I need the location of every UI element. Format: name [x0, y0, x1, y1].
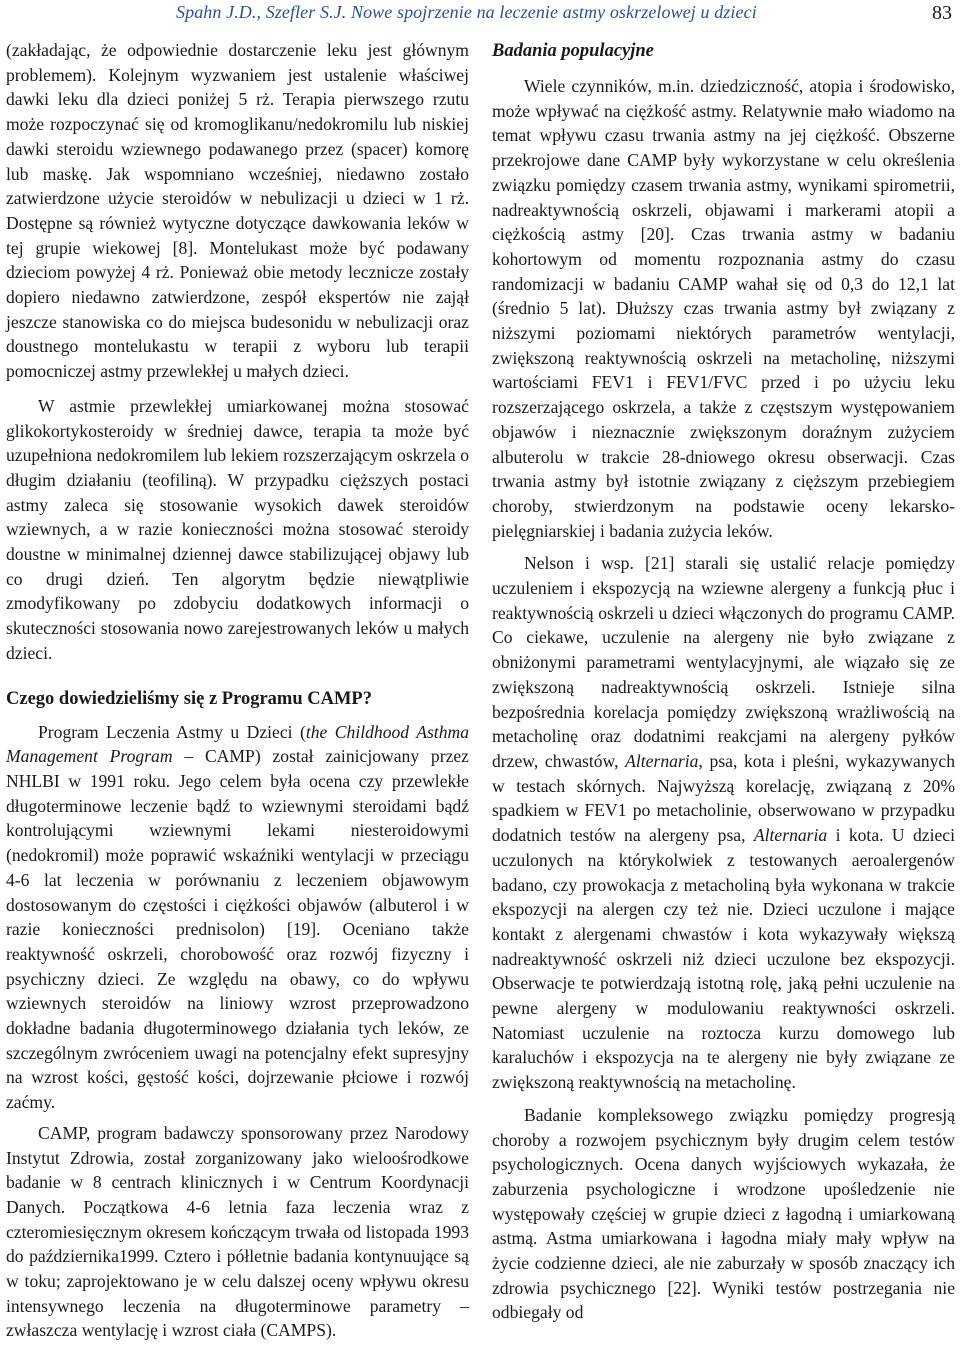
italic-text: Alternaria: [625, 750, 699, 771]
paragraph: CAMP, program badawczy sponsorowany przez Narodowy Instytut Zdrowia, został zorganizowany jako wieloośrodkowe badanie w 8 centrach klinicznych i w Centrum Koordynacji Danych. Początkowa 4-6 letnia faza leczenia wraz z czteromiesięcznym okresem kończącym trwała od listopada 1993 do października1999. Cztero i półletnie badania kontynuujące są w toku; zaprojektowano je w celu dalszej oceny wpływu okresu intensywnego leczenia na długoterminowe parametry – zwłaszcza wentylację i wzrost ciała (CAMPS).: [6, 1122, 469, 1341]
section-title: Czego dowiedzieliśmy się z Programu CAMP?: [6, 688, 372, 709]
text-span: – CAMP) został zainicjowany przez NHLBI w 1991 roku. Jego celem była ocena czy przewlekłe długoterminowe leczenie bądź to wziewnymi steroidami bądź kontrolującymi wziewnymi lekami niesteroidowymi (nedokromil) może poprawić wskaźniki wentylacji w przeciągu 4-6 lat leczenia w porównaniu z leczeniem objawowym dostosowanym do częstości i ciężkości objawów (albuterol i w razie konieczności prednisolon) [19]. Oceniano także reaktywność oskrzeli, chorobowość oraz rozwój fizyczny i psychiczny dzieci. Ze względu na obawy, co do wpływu wziewnych steroidów na liniowy wzrost przeprowadzono dokładne badania długoterminowego działania tych leków, ze szczególnym zwróceniem uwagi na potencjalny efekt supresyjny na wzrost kości, gęstość kości, dojrzewanie płciowe i rozwój zaćmy.: [6, 746, 469, 1113]
paragraph: Badanie kompleksowego związku pomiędzy progresją choroby a rozwojem psychicznym były drugim celem testów psychologicznych. Ocena danych wyjściowych wykazała, że zaburzenia psychologiczne i wrodzone upośledzenie nie występowały częściej w grupie dzieci z łagodną i umiarkowaną astmą. Astma umiarkowana i łagodna miały mały wpływ na życie codzienne dzieci, ale nie zaburzały w sposób znaczący ich zdrowia psychicznego [22]. Wyniki testów postrzegania nie odbiegały od: [492, 1104, 955, 1323]
italic-text: the Childhood Asthma Management Program: [6, 721, 469, 767]
running-header: [0, 0, 960, 30]
paragraph: (zakładając, że odpowiednie dostarczenie leku jest głównym problemem). Kolejnym wyzwaniem jest ustalenie właściwej dawki leku dla dzieci poniżej 5 rż. Terapia pierwszego rzutu może rozpoczynać się od kromoglikanu/nedokromilu lub niskiej dawki steroidu wziewnego podawanego przez (spacer) komorę lub maskę. Jak wspomniano wcześniej, niedawno zostało zatwierdzone użycie steroidów w nebulizacji u dzieci w 1 rż. Dostępne są również wytyczne dotyczące dawkowania leków w tej grupie wiekowej [8]. Montelukast może być podawany dzieciom powyżej 4 rż. Ponieważ obie metody lecznicze zostały dopiero niedawno zatwierdzone, zespół ekspertów nie zajął jeszcze stanowiska co do miejsca budesonidu w nebulizacji oraz doustnego montelukastu w terapii z wyboru lub terapii pomocniczej astmy przewlekłej u małych dzieci.: [6, 40, 469, 382]
italic-text: Alternaria: [753, 825, 828, 846]
page-number: 83: [932, 2, 952, 24]
paragraph: W astmie przewlekłej umiarkowanej można stosować glikokortykosteroidy w średniej dawce, terapia ta może być uzupełniona nedokromilem lub lekiem rozszerzającym oskrzela o długim działaniu (teofiliną). W przypadku cięższych postaci astmy zaleca się stosowanie wysokich dawek steroidów wziewnych, a w razie konieczności można stosować steroidy doustne w minimalnej dziennej dawce stabilizującej objawy lub co drugi dzień. Ten algorytm będzie niewątpliwie zmodyfikowany po zdobyciu dodatkowych informacji o skuteczności stosowania nowo zarejestrowanych leków u małych dzieci.: [6, 395, 469, 663]
section-title: Badania populacyjne: [492, 41, 654, 61]
text-span: , psa, kota i pleśni, wykazywanych w testach skórnych. Najwyższą korelację, związaną z 20% spadkiem w FEV1 po metacholinie, obserwowano w przypadku dodatnich testów na alergeny psa,: [492, 750, 955, 846]
paragraph: [6, 720, 469, 1115]
header-citation: Spahn J.D., Szefler S.J. Nowe spojrzenie na leczenie astmy oskrzelowej u dzieci: [176, 2, 757, 22]
paragraph: [492, 551, 955, 1094]
paragraph: Wiele czynników, m.in. dziedziczność, atopia i środowisko, może wpływać na ciężkość astmy. Relatywnie mało wiadomo na temat wpływu czasu trwania astmy na jej ciężkość. Obszerne przekrojowe dane CAMP były wykorzystane w celu określenia związku pomiędzy czasem trwania astmy, wynikami spirometrii, nadreaktywnością oskrzeli, objawami i markerami atopii a ciężkością astmy [20]. Czas trwania astmy w badaniu kohortowym od momentu rozpoznania astmy do czasu randomizacji w badaniu CAMP wahał się od 0,3 do 12,1 lat (średnio 5 lat). Dłuższy czas trwania astmy był związany z niższymi poziomami niektórych parametrów wentylacji, zwiększoną reaktywnością oskrzeli na metacholinę, niższymi wartościami FEV1 i FEV1/FVC przed i po użyciu leku rozszerzającego oskrzela, a także z częstszym występowaniem objawów i nieznacznie zwiększonym doraźnym zużyciem albuterolu w trakcie 28-dniowego okresu obserwacji. Czas trwania astmy był istotnie związany z cięższym przebiegiem choroby, stwierdzonym na podstawie oceny lekarsko-pielęgniarskiej i badania zużycia leków.: [492, 76, 955, 541]
text-span: i kota. U dzieci uczulonych na którykolwiek z testowanych aeroalergenów badano, czy prowokacja z metacholiną była wykonana w trakcie ekspozycji na alergen czy też nie. Dzieci uczulone i mające kontakt z alergenami chwastów i kota wykazywały większą nadreaktywność oskrzeli niż dzieci uczulone bez ekspozycji. Obserwacje te potwierdzają istotną rolę, jaką pełni uczulenie na pewne alergeny w modulowaniu reaktywności oskrzeli. Natomiast uczulenie na roztocza kurzu domowego lub karaluchów i ekspozycja na te alergeny nie były związane ze zwiększoną reaktywnością na metacholinę.: [492, 825, 955, 1093]
text-span: Nelson i wsp. [21] starali się ustalić relacje pomiędzy uczuleniem i ekspozycją na wziewne alergeny a funkcją płuc i reaktywnością oskrzeli u dzieci włączonych do programu CAMP. Co ciekawe, uczulenie na alergeny nie było związane z obniżonymi parametrami wentylacyjnymi, ale wiązało się ze zwiększoną nadreaktywnością oskrzeli. Istnieje silna bezpośrednia korelacja pomiędzy zwiększoną wrażliwością na metacholinę oraz dodatnimi reakcjami na alergeny pyłków drzew, chwastów,: [492, 553, 955, 771]
right-column: [492, 38, 955, 1325]
left-column: [6, 38, 469, 1343]
text-span: Program Leczenia Astmy u Dzieci (: [38, 721, 306, 742]
